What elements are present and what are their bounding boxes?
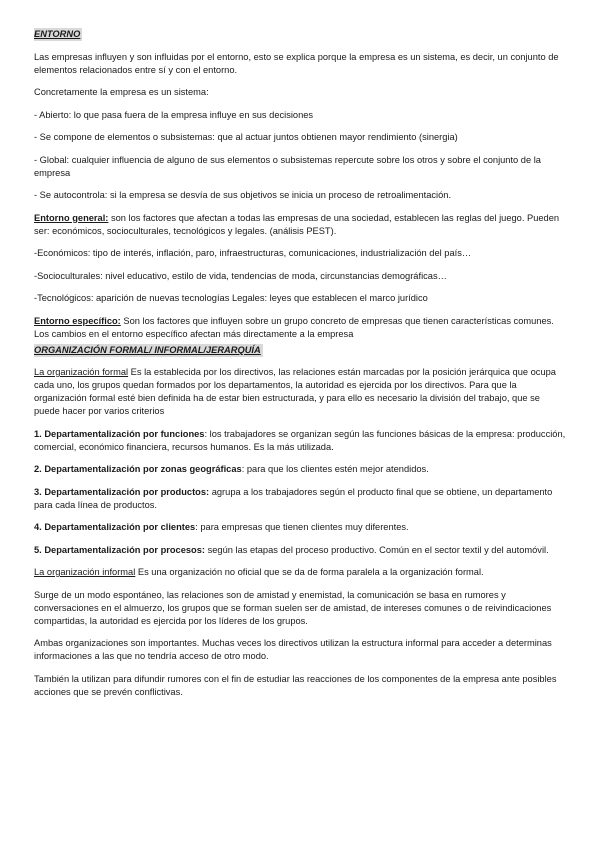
term-entorno-general: Entorno general:: [34, 212, 109, 223]
list-item-subsistemas: - Se compone de elementos o subsistemas: que al actuar juntos obtienen mayor rendimiento (sinergia): [34, 132, 458, 142]
section-heading-entorno: ENTORNO: [34, 29, 81, 39]
list-item-global: - Global: cualquier influencia de alguno de sus elementos o subsistemas repercute sobre los otros y sobre el conjunto de la empresa: [34, 154, 541, 178]
term-entorno-especifico: Entorno específico:: [34, 315, 121, 326]
term-organizacion-informal: La organización informal: [34, 567, 136, 577]
paragraph-sistema-intro: Concretamente la empresa es un sistema:: [34, 87, 209, 97]
list-item-socioculturales: -Socioculturales: nivel educativo, estilo de vida, tendencias de moda, circunstancias demográficas…: [34, 270, 447, 281]
list-item-economicos: -Económicos: tipo de interés, inflación, paro, infraestructuras, comunicaciones, industrialización del país…: [34, 248, 472, 258]
criterio-zonas: 2. Departamentalización por zonas geográficas: para que los clientes estén mejor atendidos.: [34, 464, 429, 474]
paragraph-intro: Las empresas influyen y son influidas por el entorno, esto se explica porque la empresa es un sistema, es decir, un conjunto de elementos relacionados entre sí y con el entorno.: [34, 51, 559, 75]
term-organizacion-formal: La organización formal: [34, 367, 129, 377]
document-page: [34, 28, 568, 708]
paragraph-organizacion-informal: La organización informal Es una organización no oficial que se da de forma paralela a la organización formal.: [34, 567, 484, 577]
criterio-productos: 3. Departamentalización por productos: agrupa a los trabajadores según el producto final que se obtiene, un departamento para cada línea de productos.: [34, 486, 553, 510]
criterio-funciones: 1. Departamentalización por funciones: los trabajadores se organizan según las funciones básicas de la empresa: producción, comercial, económico financiera, recursos humanos. Es la más utilizada.: [34, 428, 566, 452]
paragraph-informal-surge: Surge de un modo espontáneo, las relaciones son de amistad y enemistad, la comunicación se basa en rumores y conversaciones en el almuerzo, los grupos que se forman suelen ser de amistad, de intereses comunes o de reivindicaciones compartidas, la autoridad es ejercida por los líderes de los grupos.: [34, 589, 552, 626]
section-heading-organizacion: ORGANIZACIÓN FORMAL/ INFORMAL/JERARQUÍA: [34, 344, 261, 355]
list-item-autocontrola: - Se autocontrola: si la empresa se desvía de sus objetivos se inicia un proceso de retroalimentación.: [34, 190, 452, 200]
paragraph-entorno-general: Entorno general: son los factores que afectan a todas las empresas de una sociedad, establecen las reglas del juego. Pueden ser: económicos, socioculturales, tecnológicos y legales. (análisis PEST).: [34, 212, 560, 236]
paragraph-entorno-especifico: Entorno específico: Son los factores que influyen sobre un grupo concreto de empresas que tienen características comunes. Los cambios en el entorno específico afectan más directamente a la empresa: [34, 315, 554, 339]
paragraph-informal-rumores: También la utilizan para difundir rumores con el fin de estudiar las reacciones de los componentes de la empresa ante posibles acciones que se prevén conflictivas.: [34, 673, 557, 697]
criterio-clientes: 4. Departamentalización por clientes: para empresas que tienen clientes muy diferentes.: [34, 522, 409, 532]
list-item-abierto: - Abierto: lo que pasa fuera de la empresa influye en sus decisiones: [34, 109, 314, 120]
criterio-procesos: 5. Departamentalización por procesos: según las etapas del proceso productivo. Común en el sector textil y del automóvil.: [34, 544, 549, 555]
paragraph-organizacion-formal: La organización formal Es la establecida por los directivos, las relaciones están marcadas por la posición jerárquica que ocupa cada uno, los grupos quedan formados por los departamentos, la autoridad es ejercida por los directivos. Para que la organización formal esté bien definida ha de estar bien estructurada, y para ello es necesario la división del trabajo, que se puede hacer por varios criterios: [34, 367, 556, 416]
paragraph-informal-ambas: Ambas organizaciones son importantes. Muchas veces los directivos utilizan la estructura informal para acceder a determinas informaciones a las que no tendría acceso de otro modo.: [34, 638, 552, 661]
list-item-tecnologicos: -Tecnológicos: aparición de nuevas tecnologías Legales: leyes que establecen el marco jurídico: [34, 293, 428, 303]
